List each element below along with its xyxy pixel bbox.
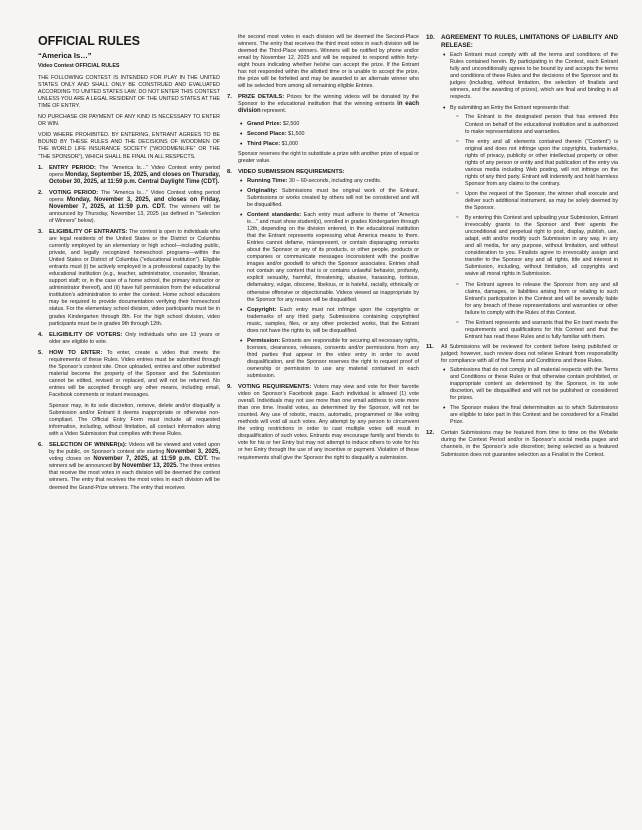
column-1	[38, 34, 220, 496]
rule-8-video-requirements	[227, 169, 419, 380]
rule-text: The winners will be announced	[49, 456, 220, 470]
rule-heading: HOW TO ENTER:	[49, 349, 103, 356]
rule-4-eligibility-voters	[38, 332, 220, 346]
rule-6-selection-of-winners	[38, 442, 220, 491]
represent-intro-text: By submitting an Entry the Entrant represents that:	[450, 105, 570, 112]
represent-item: ◦ Upon the request of the Sponsor, the winner shall execute and deliver such additional instrument, as may be solely deemed by the Sponsor.	[450, 191, 618, 212]
rule-text: Certain Submissions may be featured from time to time on the Website during the Contest Period and/or in Sponsor’s social media pages and channels, in the Sponsor’s sole discretion; being selected as a featured Submission does not guarantee selection as a Finalist in the Contest.	[441, 430, 618, 458]
rule-heading: AGREEMENT TO RULES, LIMITATIONS OF LIABILITY AND RELEASE:	[441, 34, 618, 50]
rule-6-continued: the second most votes in each division will be deemed the Second-Place winners. The entry that receives the third most votes in each division will be deemed the Third-Place winners. Winners will be notified by phone and/or email by November 12, 2025 and will be required to respond within forty-eight hours indicating whether he/she can accept the prize. If the Entrant has not responded within the allotted time or is unable to accept the prize, the prize will be forfeited and may be awarded to an alternate winner who will be selected from among all remaining eligible Entries.	[238, 34, 419, 90]
rule-date-bold: November 7, 2025, at 11:59 p.m. CDT.	[93, 456, 208, 463]
rule-number: 11.	[426, 343, 434, 350]
contest-name: Video Contest OFFICIAL RULES	[38, 63, 120, 69]
rule-date-bold: Monday, November 3, 2025, and closes on Friday, November 7, 2025, at 11:59 p.m. CDT.	[49, 196, 220, 210]
prize-label: Grand Prize:	[247, 120, 282, 127]
rule-heading: SELECTION OF WINNER(s):	[49, 442, 127, 449]
rule-text: The “America Is…” Video Contest entry period opens	[49, 164, 221, 178]
requirement-text: Each entry must not infringe upon the copyrights or trademarks of any third party. Submissions containing copyrighted music, samples, files, or any other protected works, that the Entrant does not have the rights to, will be disqualified.	[247, 306, 419, 334]
prize-item	[238, 141, 419, 148]
rule-number: 8.	[227, 168, 232, 175]
rule-10-agreement	[426, 34, 618, 101]
rule-text: The “America Is…” Video Contest voting period opens	[49, 189, 220, 203]
column-3	[426, 34, 618, 463]
rule-5-how-to-enter	[38, 350, 220, 439]
rule-text: represent.	[260, 108, 287, 115]
rule-9-voting-requirements	[227, 384, 419, 462]
prize-value: $1,000	[280, 140, 299, 147]
rule-number: 1.	[38, 164, 43, 171]
page-title: OFFICIAL RULES	[38, 34, 140, 48]
agreement-item: • Each Entrant must comply with all the terms and conditions of the Rules contained herein. By participating in the Contest, each Entrant fully and unconditionally agrees to be bound by and accepts the terms and conditions of these Rules and the decisions of the Sponsor and its judges (including, without limitation, the selection of finalists and winners, and the awarding of prizes), which are final and binding in all respects.	[441, 52, 618, 101]
rule-bold: in each division	[238, 101, 419, 115]
rule-heading: VIDEO SUBMISSION REQUIREMENTS:	[238, 168, 345, 175]
rule-text: Videos will be viewed and voted upon by the public, on Sponsor’s contest site starting	[49, 442, 220, 456]
intro-paragraph-3: VOID WHERE PROHIBITED. BY ENTERING, ENTRANT AGREES TO BE BOUND BY THESE RULES AND THE DECISIONS OF WOODMEN OF THE WORLD LIFE INSURANCE SOCIETY (“WOODMENLIFE” OR THE “THE SPONSOR”), WHICH SHALL BE FINAL IN ALL RESPECTS.	[38, 132, 220, 160]
rule-7-prize-details	[227, 94, 419, 164]
requirement-item	[238, 188, 419, 209]
rule-number: 7.	[227, 94, 232, 101]
rule-date-bold: November 3, 2025,	[166, 449, 220, 456]
review-list	[441, 367, 618, 426]
rule-text: Only individuals who are 13 years or older are eligible to vote.	[49, 331, 220, 345]
requirement-item	[238, 212, 419, 304]
intro-paragraph-2: NO PURCHASE OR PAYMENT OF ANY KIND IS NECESSARY TO ENTER OR WIN.	[38, 114, 220, 128]
requirement-list	[238, 178, 419, 380]
rule-heading: VOTING PERIOD:	[49, 189, 99, 196]
rule-number: 5.	[38, 349, 43, 356]
rule-text-2: Sponsor may, in its sole discretion, remove, delete and/or disqualify a Submission and/or Entrant it deems inappropriate or otherwise non-compliant. The Official Entry Form must include all requested information, including, without limitation, all contact information along with a Video Submission that complies with these Rules.	[49, 403, 220, 438]
requirement-item	[238, 178, 419, 185]
represent-item: ◦ The Entrant is the designated person that has entered this Contest on behalf of the educational institution and is authorized to make representations and warranties.	[450, 114, 618, 135]
rule-number: 2.	[38, 189, 43, 196]
rule-date-bold: by November 13, 2025.	[113, 463, 179, 470]
rule-number: 4.	[38, 331, 43, 338]
review-item: • The Sponsor makes the final determination as to which Submissions are eligible to take part in this Contest and be considered for a Finalist Prize.	[441, 405, 618, 426]
rule-heading: ENTRY PERIOD:	[49, 164, 96, 171]
rule-heading: ELIGIBILITY OF ENTRANTS:	[49, 228, 128, 235]
prize-value: $2,500	[281, 120, 300, 127]
rule-number: 9.	[227, 384, 232, 391]
column-2	[227, 34, 419, 466]
rule-text: Voters may view and vote for their favorite video on Sponsor’s Facebook page. Each individual is allowed (1) vote overall. Individuals may not use more than one email address to vote more than one time. Invalid votes, as determined by the Sponsor, will not be counted. Any use of robotic, macro, automatic, programmed or like voting methods will void all such votes. Any attempt by any person to circumvent the voting restrictions in order to cast multiple votes will result in disqualification of such votes. Entrants may encourage family and friends to vote for his or her Entry but may not attempt to induce others to vote for his or her Entry through the use of any incentive or payment. Violation of these requirements shall give the Sponsor the right to disqualify a submission.	[238, 384, 420, 461]
prize-item	[238, 131, 419, 138]
represent-intro	[441, 105, 618, 340]
rule-11-review	[426, 344, 618, 427]
rule-heading: VOTING REQUIREMENTS:	[238, 384, 312, 391]
rule-text: Prizes for the winning videos will be donated by the Sponsor to the educational institution that the winning entrants	[238, 94, 419, 108]
requirement-label: Content standards:	[247, 211, 302, 218]
rule-text: The winners will be announced by Thursday, November 13, 2025 (as defined in “Selection of Winners” below).	[49, 203, 220, 224]
represent-item: ◦ The entry and all elements contained therein (“Content”) is original and does not infringe upon the copyrights, trademarks, rights of privacy, publicity or other intellectual property or other rights of any person or entity and that publication of the entry via various media including Web posting, will not infringe on the rights of any third party. Entrant will indemnify and hold harmless Sponsor from any claims to the contrary.	[450, 139, 618, 188]
prize-label: Second Place:	[247, 130, 287, 137]
rule-heading: PRIZE DETAILS:	[238, 94, 285, 101]
prize-list	[238, 121, 419, 148]
rule-12-featured	[426, 430, 618, 458]
intro-paragraph-1: THE FOLLOWING CONTEST IS INTENDED FOR PLAY IN THE UNITED STATES ONLY AND SHALL ONLY BE CONSTRUED AND EVALUATED ACCORDING TO UNITED STATES LAW. DO NOT ENTER THIS CONTEST UNLESS YOU ARE A LEGAL RESIDENT OF THE UNITED STATES AT THE TIME OF ENTRY.	[38, 75, 220, 110]
represent-item: ◦ By entering this Contest and uploading your Submission, Entrant irrevocably grants to the Sponsor and their agents the unconditional and perpetual right to post, display, publish, use, adapt, edit and/or modify such Submission in any way, in any and all media, for any purpose, without limitation, and without consideration to you. Finalists agree to irrevocably assign and transfer to the Sponsor any and all rights, title and interest in Submission, including, without limitation, all copyrights and waive all moral rights in Submission.	[450, 215, 618, 278]
rule-number: 3.	[38, 228, 43, 235]
rule-heading: ELIGIBILITY OF VOTERS:	[49, 331, 123, 338]
requirement-text: Submissions must be original work of the Entrant. Submissions or works created by others will not be considered and will be disqualified.	[247, 187, 419, 208]
rule-3-eligibility-entrants	[38, 229, 220, 328]
prize-value: $1,500	[286, 130, 305, 137]
prize-label: Third Place:	[247, 140, 281, 147]
rule-text: Sponsor reserves the right to substitute a prize with another prize of equal or greater value.	[238, 150, 419, 164]
rule-text: All Submissions will be reviewed for content before being published or judged; however, such review does not relieve Entrant from responsibility for compliance with all of the Terms and Conditions and these Rules.	[441, 343, 618, 364]
rule-number: 6.	[38, 442, 43, 449]
rule-2-voting-period	[38, 190, 220, 225]
represent-item: ◦ The Entrant represents and warrants that the En trant meets the requirements and qualifications for this Contest and that the Entrant has read these Rules and is fully familiar with them.	[450, 320, 618, 341]
rule-number: 12.	[426, 430, 435, 437]
rule-text: The three entries that receive the most votes in each division will be deemed the contest winners. The entry that receives the most votes in each division will be deemed the Grand-Prize winners. The entry that receives	[49, 463, 220, 491]
rule-text: voting closes on	[49, 456, 94, 463]
rule-1-entry-period	[38, 165, 220, 186]
requirement-item	[238, 338, 419, 380]
requirement-text: Entrants are responsible for securing all necessary rights, licenses, clearances, releases, consents and/or permissions from any third parties that appear in the video entry in order to avoid disqualification, and the Sponsor reserves the right to request proof of ownership or permission to use any material contained in each submission.	[247, 337, 419, 380]
represent-sublist	[450, 114, 618, 340]
review-item: • Submissions that do not comply in all material respects with the Terms and Conditions or these Rules or that otherwise contain prohibited, or inappropriate content as determined by the Sponsor, in its sole discretion, will be disqualified and will not be published or considered for prizes.	[441, 367, 618, 402]
prize-item	[238, 121, 419, 128]
requirement-label: Running Time:	[247, 177, 288, 184]
requirement-text: 30 – 60-seconds, including any credits.	[287, 177, 382, 184]
requirement-label: Permission:	[247, 337, 281, 344]
agreement-list	[441, 52, 618, 101]
contest-subtitle: “America Is…”	[38, 51, 92, 60]
rule-text: To enter, create a video that meets the requirements of these Rules. Video entries must be submitted through the Sponsor’s contest site. Once uploaded, entries and other submitted material become the property of the Sponsor and the Submission cannot be edited, revised or replaced, and will not be returned. No entries will be accepted through any other means, including email, Facebook comments or instant messages.	[49, 349, 220, 398]
requirement-text: Each entry must adhere to theme of “America is…” and must show student(s), enrolled in grades Kindergarten through 12th, depending on the division entered, in the educational institution that the Entrant represents expressing what America means to them. Entries cannot defame, misrepresent, or contain disparaging remarks about the Sponsor or any of its products, or other people, products or companies or communicate messages inconsistent with the positive images and/or goodwill to which the Sponsor associates. Entries shall not contain any content that is or contains unlawful behavior, profanity, explicit sexuality, harmful, threatening, abusive, harassing, tortious, defamatory, vulgar, obscene, libelous, or is hateful, racially, ethnically or otherwise offensive or objectionable. Videos viewed as inappropriate by the Sponsor for any reason will be disqualified.	[247, 211, 419, 303]
represent-item: ◦ The Entrant agrees to release the Sponsor from any and all claims, damages, or liabilities arising from or relating to such Entrant’s participation in the Contest and will be severally liable for any breach of these representations and warranties or other failure to comply with the Rules of this Contest.	[450, 282, 618, 317]
rule-number: 10.	[426, 34, 435, 41]
rule-date-bold: Monday, September 15, 2025, and closes on Thursday, October 30, 2025, at 11:59 p.m. Central Daylight Time (CDT).	[49, 171, 220, 185]
requirement-label: Copyright:	[247, 306, 277, 313]
represent-list	[426, 105, 618, 340]
requirement-label: Originality:	[247, 187, 278, 194]
rule-text: The contest is open to individuals who are legal residents of the United States or the District or Columbia currently employed by an elementary or high school—including public, private, and legally recognized homeschool programs—within the United States or District of Columbia (“educational institution”). Eligible entrants must (i) be actively employed in a professional capacity by the educational institution (e.g., teacher, administrator, counselor, librarian, support staff; or, in the case of a home school, the primary instructor or administrator thereof), and (ii) have full permission from the educational institution’s administration to enter the contest. Home school educators may be required to provide documentation verifying their homeschool status. For the elementary school division, video participants must be in grades Kindergarten through 8th. For the high school division, video participants must be in grades 9th through 12th.	[49, 228, 220, 327]
requirement-item	[238, 307, 419, 335]
